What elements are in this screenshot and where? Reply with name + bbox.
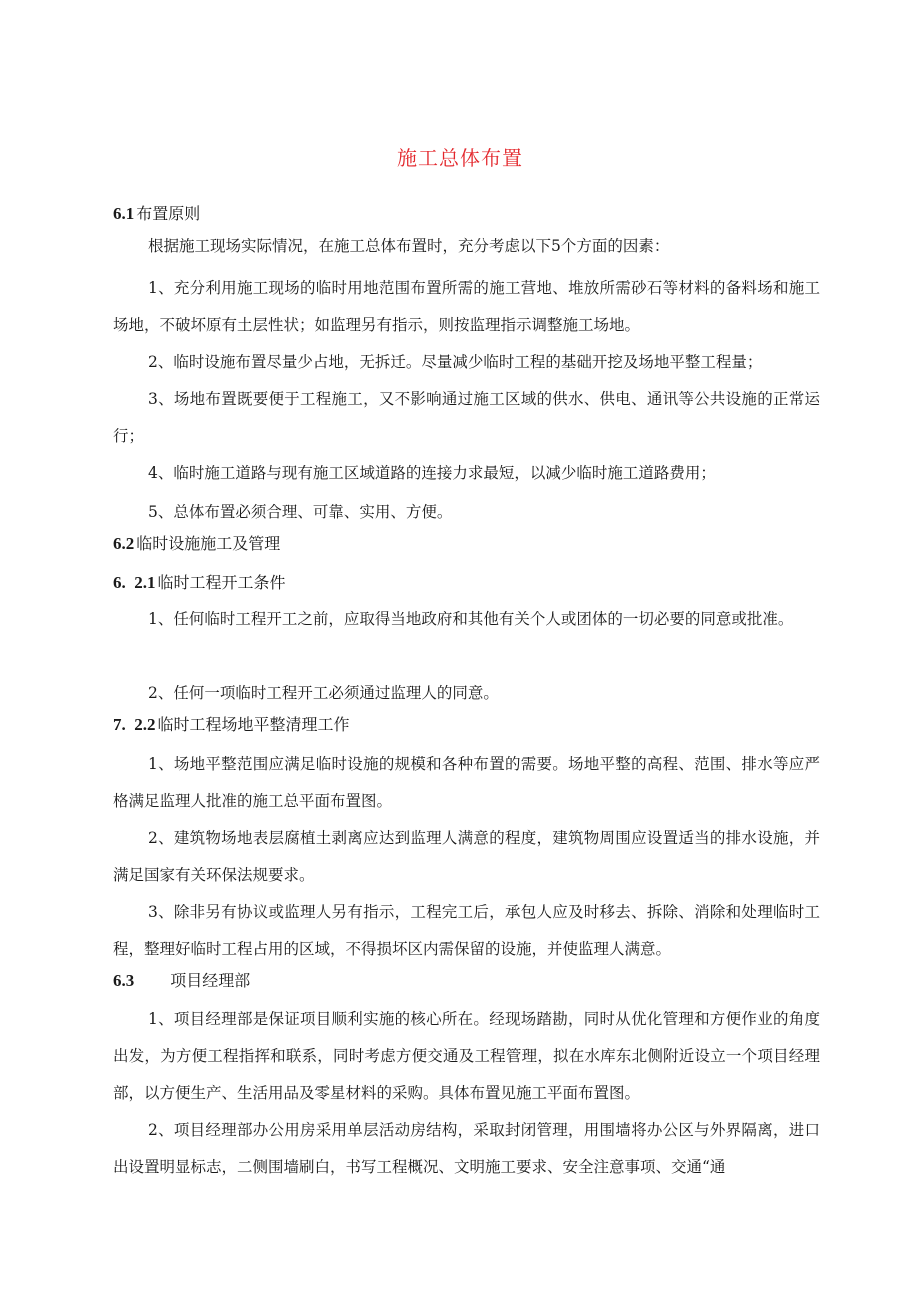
section-number: 7. 2.2 bbox=[113, 715, 156, 734]
section-number: 6.1 bbox=[113, 204, 135, 223]
section-heading-6-3 bbox=[113, 970, 250, 992]
section-heading-6-1 bbox=[113, 203, 200, 225]
section-number: 6. 2.1 bbox=[113, 573, 156, 592]
section-title: 临时设施施工及管理 bbox=[136, 534, 281, 553]
paragraph: 1、任何临时工程开工之前，应取得当地政府和其他有关个人或团体的一切必要的同意或批准。 bbox=[148, 610, 794, 628]
paragraph: 3、除非另有协议或监理人另有指示，工程完工后，承包人应及时移去、拆除、消除和处理临时工程，整理好临时工程占用的区域，不得损坏区内需保留的设施，并使监理人满意。 bbox=[113, 903, 820, 958]
paragraph: 2、建筑物场地表层腐植土剥离应达到监理人满意的程度，建筑物周围应设置适当的排水设施，并满足国家有关环保法规要求。 bbox=[113, 829, 820, 884]
paragraph: 根据施工现场实际情况，在施工总体布置时，充分考虑以下5个方面的因素： bbox=[148, 237, 670, 255]
section-heading-6-2 bbox=[113, 533, 280, 555]
paragraph: 3、场地布置既要便于工程施工，又不影响通过施工区域的供水、供电、通讯等公共设施的正常运行； bbox=[113, 390, 820, 445]
section-number: 6.2 bbox=[113, 534, 135, 553]
paragraph: 5、总体布置必须合理、可靠、实用、方便。 bbox=[148, 503, 453, 521]
section-heading-6-2-1 bbox=[113, 572, 286, 594]
section-heading-7-2-2 bbox=[113, 714, 350, 736]
section-title: 布置原则 bbox=[136, 204, 201, 223]
paragraph: 2、项目经理部办公用房采用单层活动房结构，采取封闭管理，用围墙将办公区与外界隔离，进口出设置明显标志，二侧围墙刷白，书写工程概况、文明施工要求、安全注意事项、交通“通 bbox=[113, 1121, 820, 1176]
paragraph: 4、临时施工道路与现有施工区域道路的连接力求最短，以减少临时施工道路费用； bbox=[148, 464, 716, 482]
section-title: 项目经理部 bbox=[170, 971, 251, 990]
paragraph: 1、项目经理部是保证项目顺利实施的核心所在。经现场踏勘，同时从优化管理和方便作业的角度出发，为方便工程指挥和联系，同时考虑方便交通及工程管理，拟在水库东北侧附近设立一个项目经理部，以方便生产、生活用品及零星材料的采购。具体布置见施工平面布置图。 bbox=[113, 1010, 820, 1102]
section-title: 临时工程开工条件 bbox=[157, 573, 286, 592]
paragraph: 2、临时设施布置尽量少占地，无拆迁。尽量减少临时工程的基础开挖及场地平整工程量； bbox=[148, 353, 763, 371]
paragraph: 1、场地平整范围应满足临时设施的规模和各种布置的需要。场地平整的高程、范围、排水等应严格满足监理人批准的施工总平面布置图。 bbox=[113, 755, 820, 810]
document-title: 施工总体布置 bbox=[397, 146, 523, 170]
paragraph: 2、任何一项临时工程开工必须通过监理人的同意。 bbox=[148, 684, 499, 702]
section-number: 6.3 bbox=[113, 971, 135, 990]
section-title: 临时工程场地平整清理工作 bbox=[157, 715, 350, 734]
paragraph: 1、充分利用施工现场的临时用地范围布置所需的施工营地、堆放所需砂石等材料的备料场和施工场地，不破坏原有土层性状；如监理另有指示，则按监理指示调整施工场地。 bbox=[113, 279, 820, 334]
